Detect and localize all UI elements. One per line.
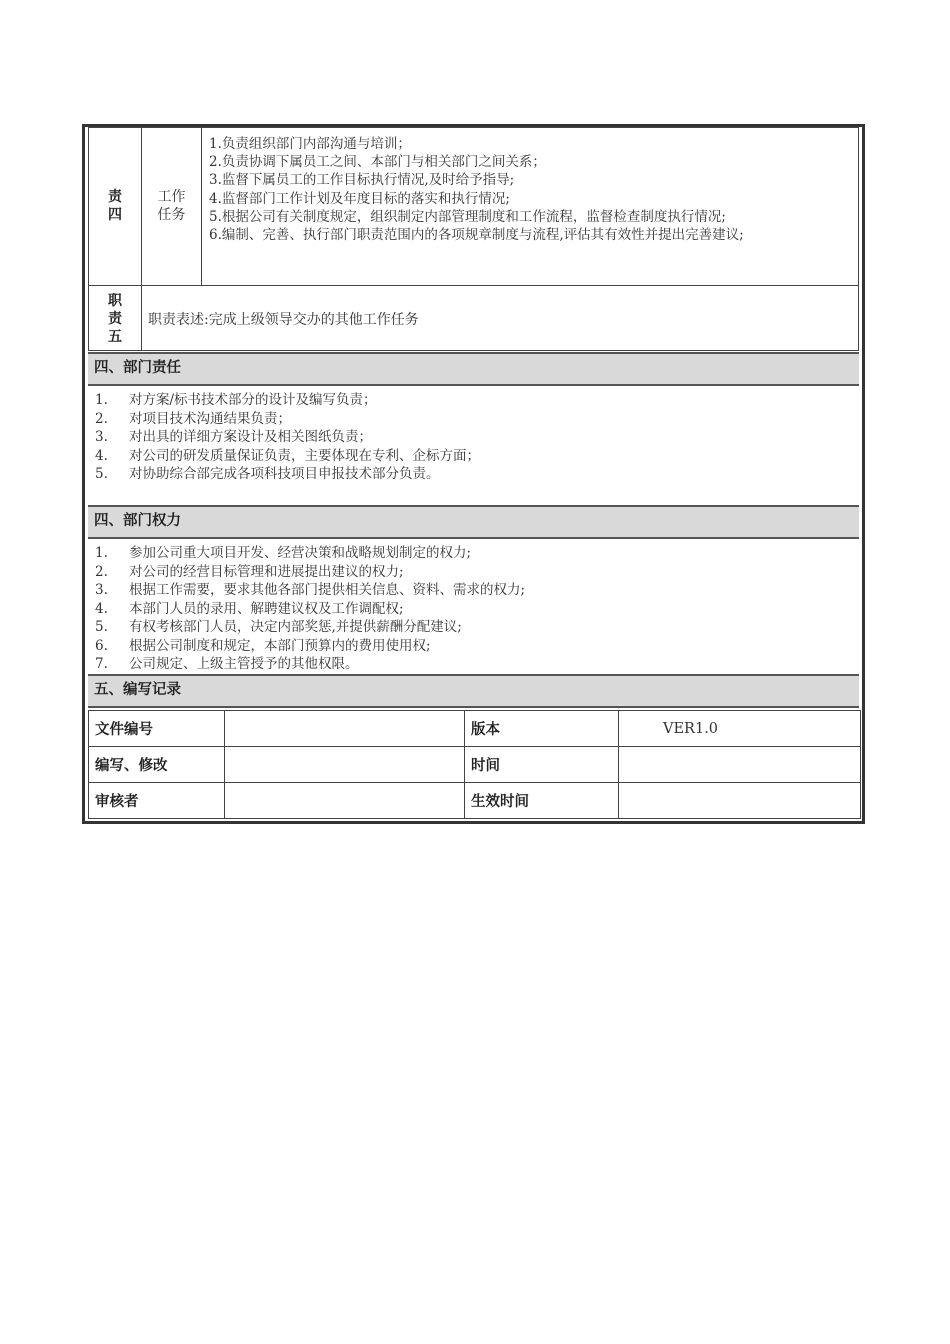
- duty4-task-label: 工作 任务: [157, 189, 186, 223]
- reviewer-label: 审核者: [89, 783, 225, 819]
- section-title: 五、编写记录: [94, 682, 181, 698]
- effective-label: 生效时间: [465, 783, 619, 819]
- time-value: [619, 747, 861, 783]
- duty-item: 4.监督部门工作计划及年度目标的落实和执行情况;: [209, 190, 510, 207]
- list-item: 4. 本部门人员的录用、解聘建议权及工作调配权;: [95, 600, 404, 617]
- responsibility-header: [88, 352, 859, 386]
- version-value: VER1.0: [619, 711, 861, 747]
- section-title: 四、部门权力: [94, 513, 181, 529]
- duty-item: 2.负责协调下属员工之间、本部门与相关部门之间关系；: [209, 154, 546, 171]
- list-item: 7. 公司规定、上级主管授予的其他权限。: [95, 656, 359, 672]
- time-label: 时间: [465, 747, 619, 783]
- section-title: 四、部门责任: [94, 360, 181, 376]
- divider: [141, 285, 142, 351]
- duty-item: 5.根据公司有关制度规定，组织制定内部管理制度和工作流程，监督检查制度执行情况;: [209, 208, 726, 225]
- list-item: 4. 对公司的研发质量保证负责，主要体现在专利、企标方面；: [95, 447, 480, 464]
- record-header: [88, 674, 859, 708]
- list-item: 3. 对出具的详细方案设计及相关图纸负责；: [95, 429, 372, 445]
- duty4-label: 责 四: [108, 189, 122, 223]
- list-item: 6. 根据公司制度和规定，本部门预算内的费用使用权;: [95, 637, 431, 654]
- duty-item: 3.监督下属员工的工作目标执行情况,及时给予指导;: [209, 172, 515, 189]
- table-row: [89, 747, 861, 783]
- list-item: 3. 根据工作需要，要求其他各部门提供相关信息、资料、需求的权力;: [95, 582, 526, 598]
- responsibility-list: [95, 391, 480, 484]
- author-label: 编写、修改: [89, 747, 225, 783]
- doc-no-value: [225, 711, 465, 747]
- list-item: 1. 参加公司重大项目开发、经营决策和战略规划制定的权力;: [95, 545, 472, 561]
- effective-value: [619, 783, 861, 819]
- duty5-label: 职 责 五: [108, 293, 122, 345]
- list-item: 2. 对公司的经营目标管理和进展提出建议的权力;: [95, 563, 404, 580]
- authority-header: [88, 505, 859, 539]
- list-item: 1. 对方案/标书技术部分的设计及编写负责；: [95, 392, 377, 408]
- duty4-items: [209, 135, 855, 244]
- duty5-description: 职责表述:完成上级领导交办的其他工作任务: [148, 312, 419, 328]
- duty-item: 6.编制、完善、执行部门职责范围内的各项规章制度与流程,评估其有效性并提出完善建议;: [209, 227, 744, 244]
- divider: [88, 285, 859, 286]
- list-item: 5. 对协助综合部完成各项科技项目申报技术部分负责。: [95, 466, 440, 482]
- author-value: [225, 747, 465, 783]
- record-table: [88, 710, 861, 819]
- authority-list: [95, 544, 525, 674]
- list-item: 2. 对项目技术沟通结果负责；: [95, 410, 291, 427]
- duty-item: 1.负责组织部门内部沟通与培训；: [209, 136, 411, 152]
- table-row: [89, 783, 861, 819]
- doc-no-label: 文件编号: [89, 711, 225, 747]
- table-row: [89, 711, 861, 747]
- reviewer-value: [225, 783, 465, 819]
- divider: [201, 127, 202, 285]
- list-item: 5. 有权考核部门人员，决定内部奖惩,并提供薪酬分配建议;: [95, 619, 462, 635]
- version-label: 版本: [465, 711, 619, 747]
